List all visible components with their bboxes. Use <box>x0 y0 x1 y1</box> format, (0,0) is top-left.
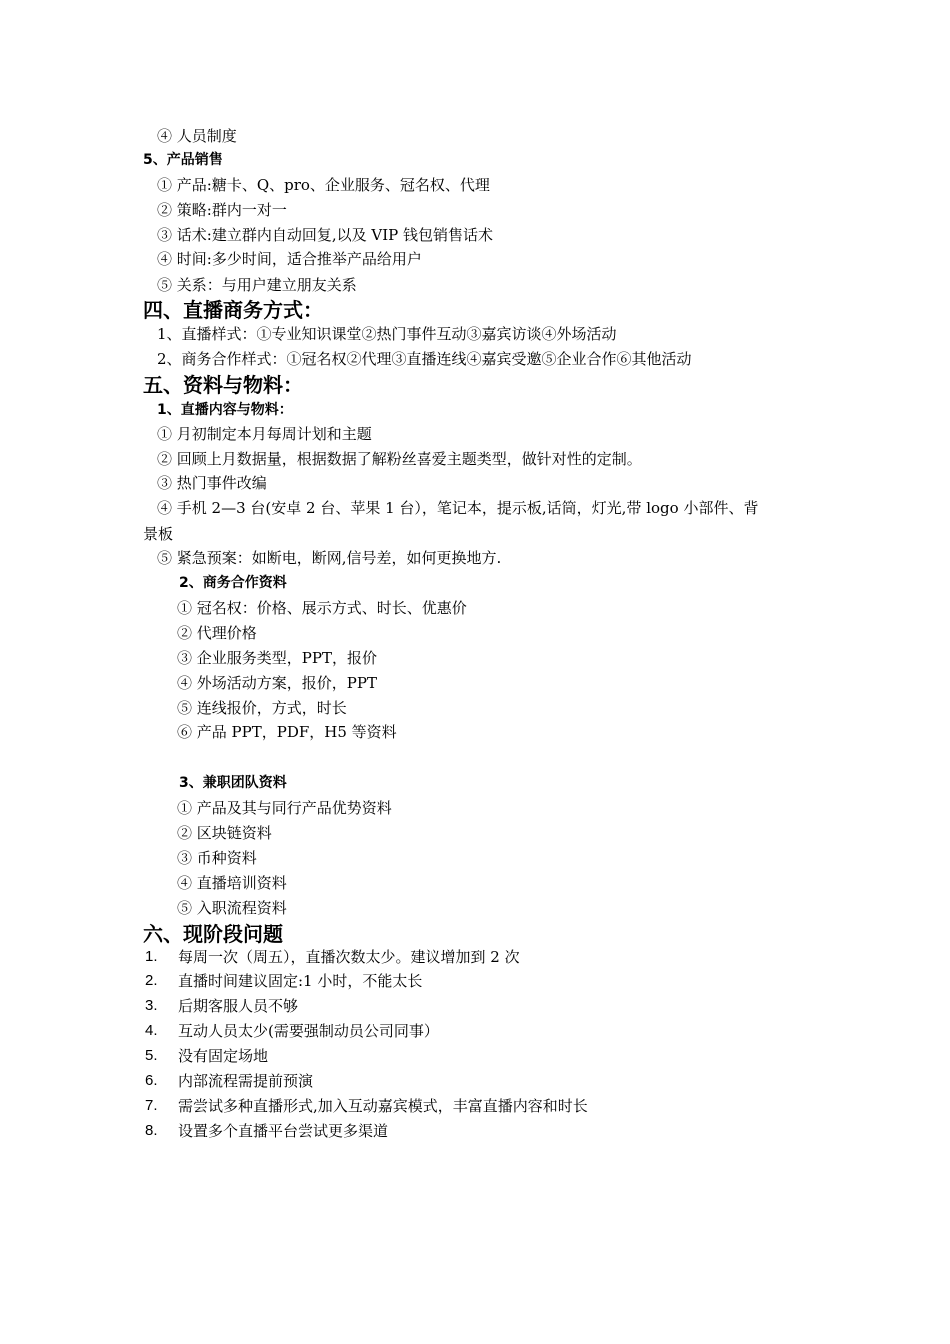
list-item: ① 产品及其与同行产品优势资料 <box>177 799 392 817</box>
list-number: 4. <box>145 1022 158 1039</box>
list-item: ③ 热门事件改编 <box>157 474 267 492</box>
list-item: 每周一次（周五），直播次数太少。建议增加到 2 次 <box>178 948 520 966</box>
list-item: ④ 时间:多少时间，适合推举产品给用户 <box>157 250 422 268</box>
personnel-system-item: ④ 人员制度 <box>157 127 237 145</box>
list-item: 内部流程需提前预演 <box>178 1072 314 1090</box>
list-item: ⑤ 紧急预案：如断电，断网,信号差，如何更换地方. <box>157 549 502 567</box>
list-item: ① 月初制定本月每周计划和主题 <box>157 425 372 443</box>
list-item: 后期客服人员不够 <box>178 997 299 1015</box>
list-item: ② 策略:群内一对一 <box>157 201 287 219</box>
section6-heading: 六、现阶段问题 <box>143 922 283 946</box>
list-item: 直播时间建议固定:1 小时，不能太长 <box>178 972 423 990</box>
list-item: ⑤ 入职流程资料 <box>177 899 287 917</box>
list-number: 1. <box>145 948 158 965</box>
subsection-title: 2、商务合作资料 <box>179 575 287 591</box>
list-item: 2、商务合作样式：①冠名权②代理③直播连线④嘉宾受邀⑤企业合作⑥其他活动 <box>157 350 692 368</box>
list-number: 2. <box>145 972 158 989</box>
list-item-continued: 景板 <box>143 525 174 543</box>
list-item: ② 区块链资料 <box>177 824 272 842</box>
list-number: 8. <box>145 1122 158 1139</box>
list-item: ① 冠名权：价格、展示方式、时长、优惠价 <box>177 599 467 617</box>
list-item: ⑥ 产品 PPT，PDF，H5 等资料 <box>177 723 397 741</box>
list-item: 设置多个直播平台尝试更多渠道 <box>178 1122 389 1140</box>
section5-sales-title: 5、产品销售 <box>143 152 223 168</box>
list-item: ④ 外场活动方案，报价，PPT <box>177 674 377 692</box>
section5-heading: 五、资料与物料： <box>143 373 303 397</box>
list-number: 7. <box>145 1097 158 1114</box>
list-item: ④ 直播培训资料 <box>177 874 287 892</box>
list-item: 没有固定场地 <box>178 1047 269 1065</box>
list-item: 需尝试多种直播形式,加入互动嘉宾模式，丰富直播内容和时长 <box>178 1097 588 1115</box>
list-item: ② 代理价格 <box>177 624 257 642</box>
list-item: ④ 手机 2—3 台(安卓 2 台、苹果 1 台），笔记本，提示板,话筒，灯光,带 logo 小部件、背 <box>157 499 759 517</box>
list-item: ⑤ 连线报价，方式，时长 <box>177 699 347 717</box>
subsection-title: 3、兼职团队资料 <box>179 775 287 791</box>
list-item: ② 回顾上月数据量，根据数据了解粉丝喜爱主题类型，做针对性的定制。 <box>157 450 642 468</box>
list-item: ① 产品:糖卡、Q、pro、企业服务、冠名权、代理 <box>157 176 490 194</box>
subsection-title: 1、直播内容与物料： <box>157 402 293 418</box>
section4-heading: 四、直播商务方式： <box>143 298 323 322</box>
list-item: ③ 话术:建立群内自动回复,以及 VIP 钱包销售话术 <box>157 226 493 244</box>
list-item: 互动人员太少(需要强制动员公司同事） <box>178 1022 439 1040</box>
list-item: ③ 企业服务类型，PPT，报价 <box>177 649 377 667</box>
list-number: 3. <box>145 997 158 1014</box>
list-item: ⑤ 关系：与用户建立朋友关系 <box>157 276 357 294</box>
list-number: 6. <box>145 1072 158 1089</box>
list-number: 5. <box>145 1047 158 1064</box>
list-item: ③ 币种资料 <box>177 849 257 867</box>
list-item: 1、直播样式：①专业知识课堂②热门事件互动③嘉宾访谈④外场活动 <box>157 325 617 343</box>
